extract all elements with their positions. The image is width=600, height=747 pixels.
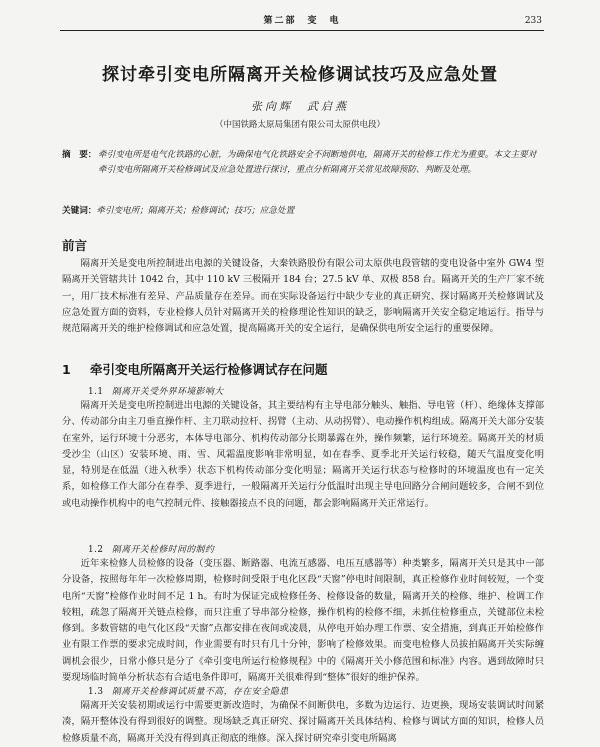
preface-heading: 前言 [62, 238, 88, 253]
authors: 张向辉 武启燕 [251, 100, 349, 113]
section-1-title: 牵引变电所隔离开关运行检修调试存在问题 [90, 362, 328, 377]
header-rule [60, 30, 544, 31]
paper-title: 探讨牵引变电所隔离开关检修调试技巧及应急处置 [102, 65, 498, 85]
subsection-1-2-text: 近年来检修人员检修的设备（变压器、断路器、电流互感器、电压互感器等）种类繁多，隔离开关只是其中一部分设备，按照每年年一次检修周期，检修时间受限于电化区段“天窗”停电时间限制，真正检修作业时间较短，一个变电所“天窗”检修作业时间不足 1 h。有时为保证完成检修任务、检修设备的数量，隔离开关的检修、维护、检调工作较粗，疏忽了隔离开关链点检修，而只注重了导串部分检修，操作机构的检修不细，未抓住检修重点，关键部位未检修到。多数管辖的电气化区段“天窗”点都安排在夜间或凌晨，从停电开始办理工作票、安全措施，到真正开始检修作业有限工作票的要求完成时间，作业需要有时只有几十分钟，影响了检修效果。而变电检修人员拔拍隔离开关实际缠调机会很少，日常小修只是分了《牵引变电所运行检修规程》中的《隔离开关小修范围和标准》内容。遇到故障时只要现场临时简单分析状态有合适电条件即可，隔离开关很难得到“整体”很好的维护保养。 [62, 558, 544, 684]
subsection-1-1-number: 1.1 [88, 387, 104, 397]
preface-text: 隔离开关是变电所控制进出电源的关键设备，大秦铁路股份有限公司太原供电段管辖的变电设备中室外 GW4 型隔离开关管辖共计 1042 台，其中 110 kV 三极隔开 184 台；27.5 kV 单、双极 858 台。隔离开关的生产厂家不统一，用厂技术标准有差异、产品质量存在差异。而在实际设备运行中缺少专业的真正研究、探讨隔离开关检修调试及应急处置方面的资料，专业检修人员针对隔离开关的检修理论性知识的缺乏，影响隔离开关安全稳定地运行。指导与规范隔离开关的维护检修调试和应急处置，提高隔离开关的安全运行，是确保供电所安全运行的重要保障。 [62, 258, 544, 335]
subsection-1-1-text: 隔离开关是变电所控制进出电源的关键设备，其主要结构有主导电部分触头、触指、导电管（杆）、绝缘体支撑部分、传动部分由主刀垂直操作杆、主刀联动拉杆、拐臂（主动、从动拐臂）、电动操作机构组成。隔离开关大部分安装在室外，运行环境十分恶劣，本体导电部分、机构传动部分长期暴露在外，操作频繁，运行环境差。隔离开关的材质受沙尘（山区）安装环境、雨、雪、风霜温度影响非常明显，如在春季、夏季北开关运行较稳，随天气温度变化明显，特别是在低温（进入秋季）状态下机构传动部分变化明显；隔离开关运行状态与检修时的环境温度也有一定关系，如检修工作大部分在春季、夏季进行，一般隔离开关运行分低温时出现主导电回路分合闸问题较多，合闸不到位或电动操作机构中的电气控制元件、接触器接点不良的问题，都会影响隔离开关正常运行。 [62, 400, 544, 509]
affiliation: （中国铁路太原局集团有限公司太原供电段） [214, 120, 385, 130]
abstract [62, 148, 544, 178]
subsection-1-3-heading [88, 684, 289, 697]
keywords-label: 关键词： [62, 206, 97, 216]
abstract-text: 牵引变电所是电气化铁路的心脏，为确保电气化铁路安全不间断地供电，隔离开关的检修工作尤为重要。本文主要对牵引变电所隔离开关检修调试及应急处置进行探讨，重点分析隔离开关常见故障预防、判断及处理。 [98, 150, 537, 175]
section-1-heading [62, 360, 328, 378]
subsection-1-2-heading [88, 542, 214, 555]
subsection-1-2-number: 1.2 [88, 545, 104, 555]
section-1-number: 1 [62, 362, 71, 377]
subsection-1-1-title: 隔离开关受外界环境影响大 [112, 387, 224, 397]
running-header-chapter: 第二部 变 电 [263, 16, 341, 26]
subsection-1-2-title: 隔离开关检修时间的制约 [112, 545, 215, 555]
subsection-1-3-number: 1.3 [88, 687, 104, 697]
subsection-1-3-text: 隔离开关安装初期或运行中需要更新改造时，为确保不间断供电，多数为边运行、边更换，现场安装调试时间紧凑，隔开整体没有得到很好的调整。现场缺乏真正研究、探讨隔离开关具体结构、检修与调试方面的知识，检修人员检修质量不高，隔离开关没有得到真正彻底的维修。深入探讨研究牵引变电所隔离 [62, 700, 544, 744]
keywords-text: 牵引变电所；隔离开关；检修调试；技巧；应急处置 [96, 206, 295, 216]
subsection-1-1-heading [88, 384, 224, 397]
subsection-1-3-title: 隔离开关检修调试质量不高，存在安全隐患 [112, 687, 289, 697]
running-header [62, 14, 542, 28]
keywords [62, 204, 544, 219]
abstract-label: 摘 要： [62, 150, 97, 160]
page-number: 233 [524, 16, 542, 26]
